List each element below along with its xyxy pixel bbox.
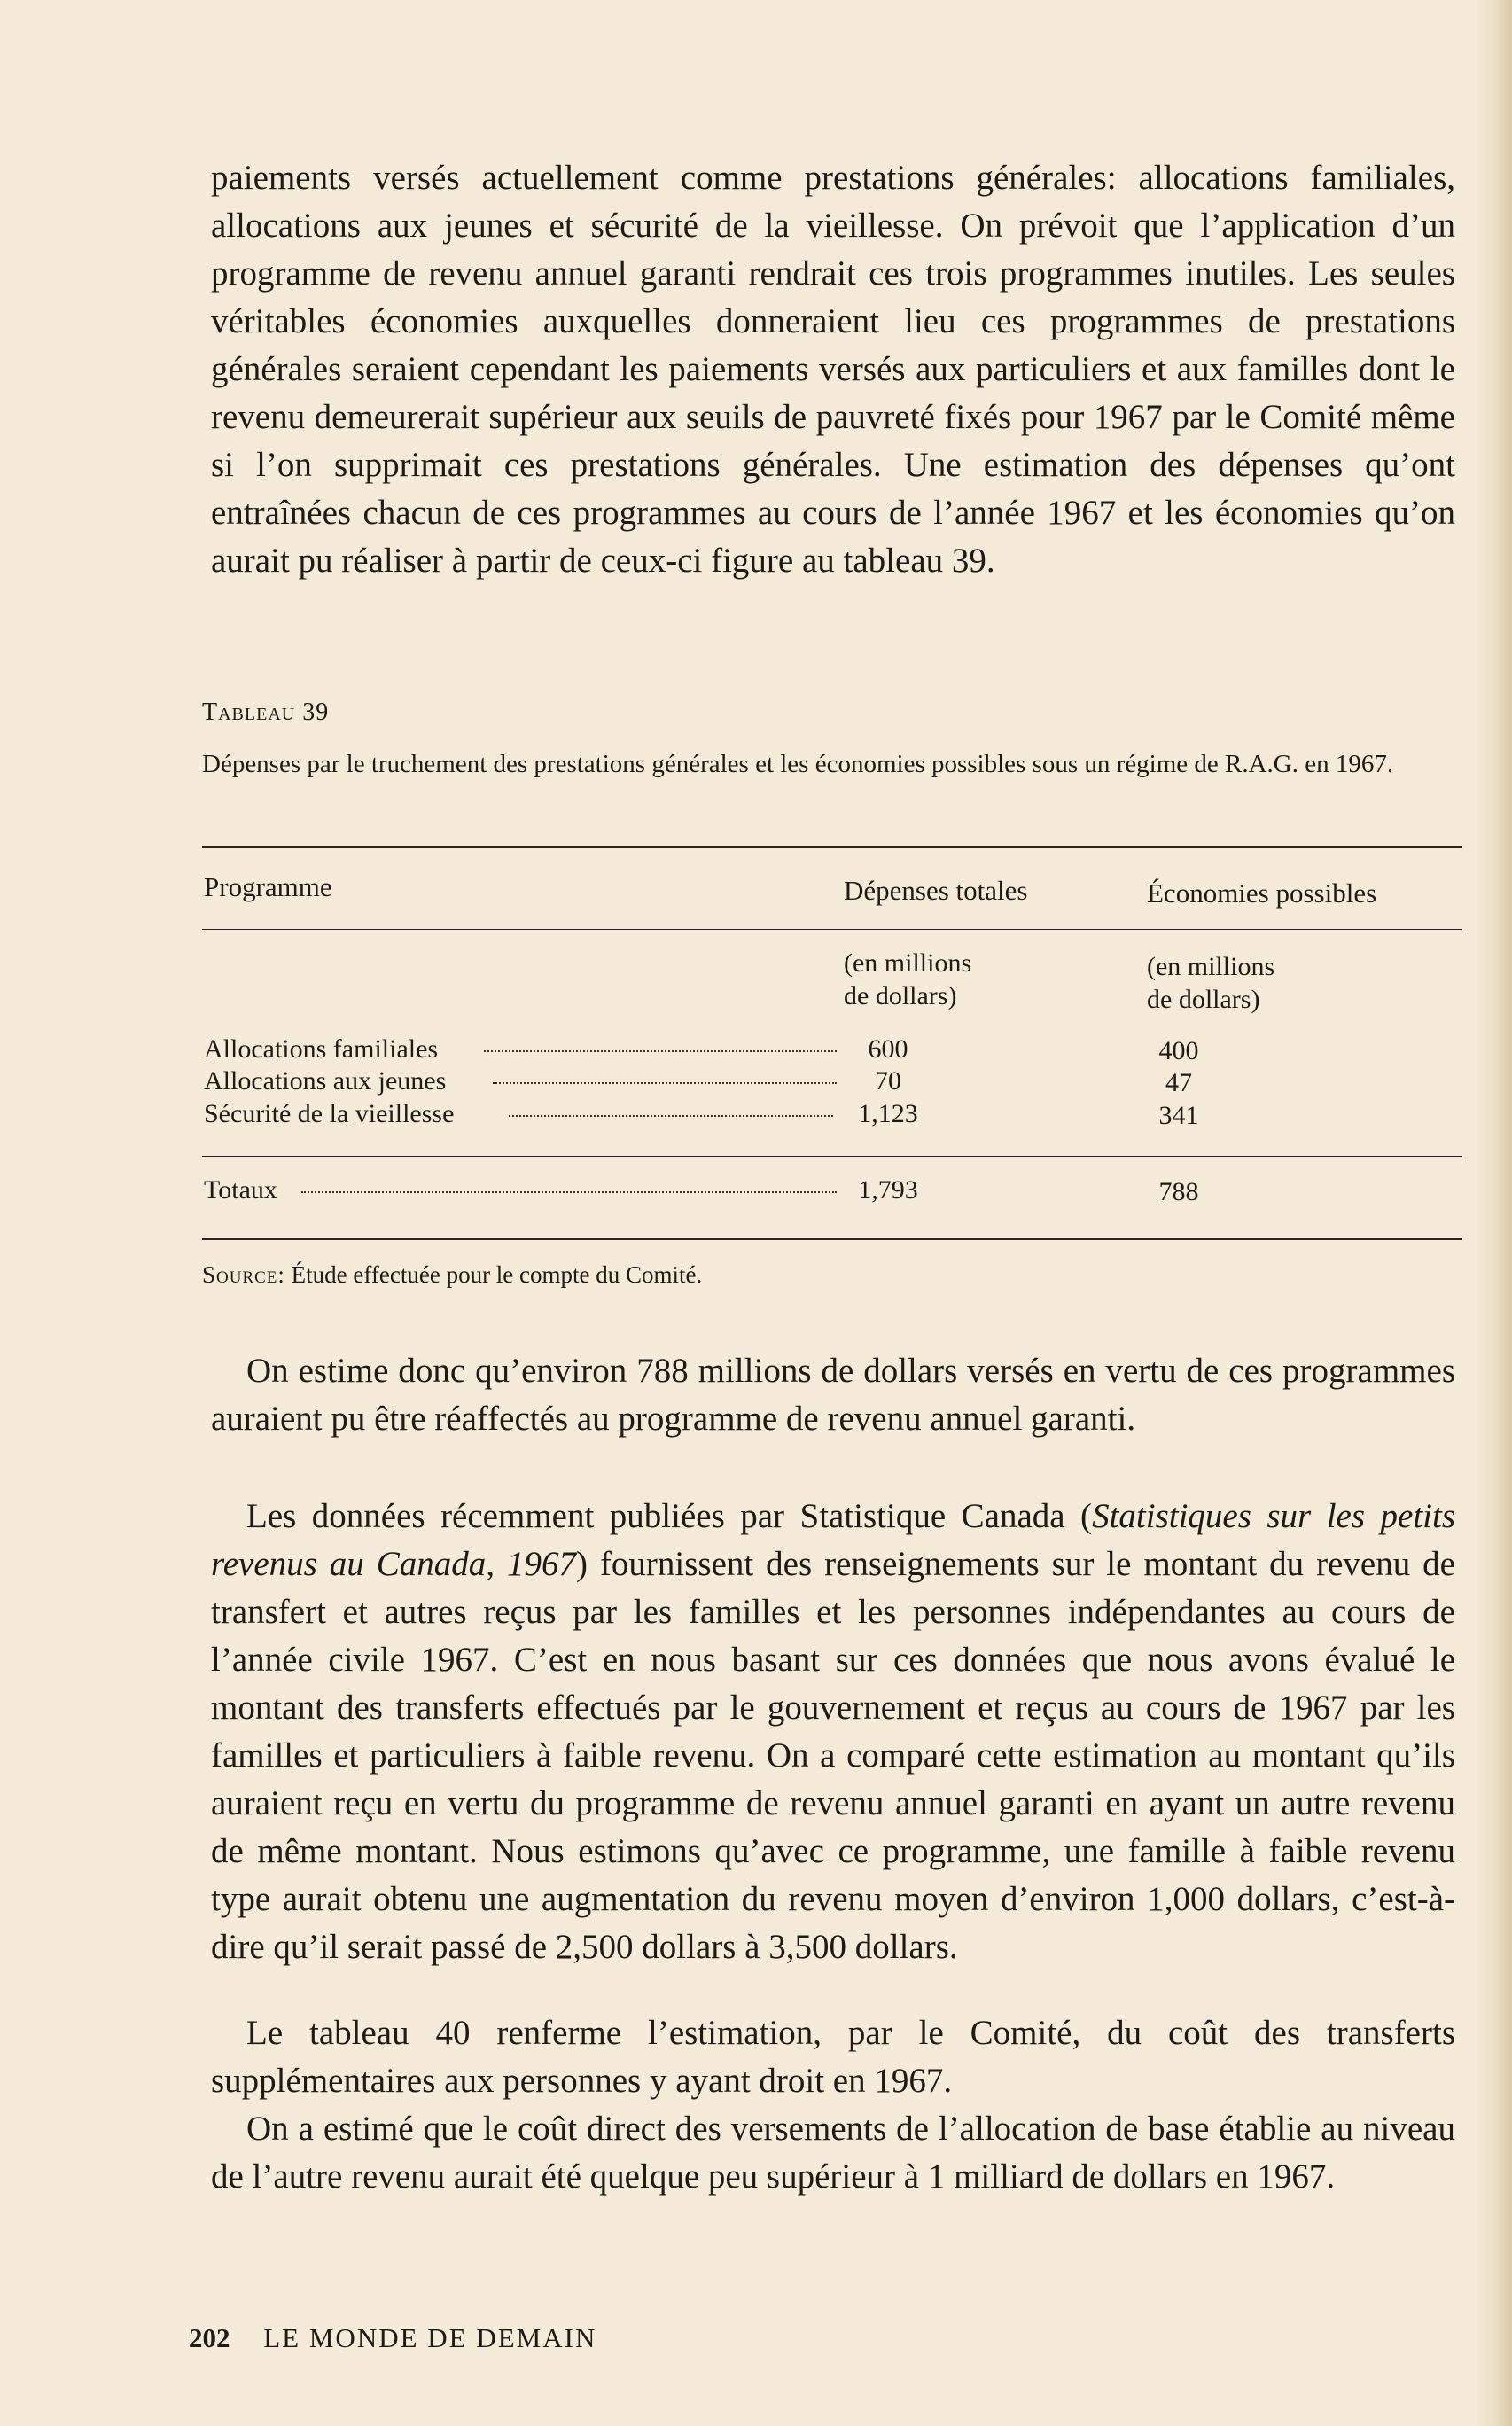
publication-title: Statistiques sur les petits revenus au Canada, 1967 bbox=[211, 1497, 1456, 1583]
source-label: Source: bbox=[202, 1261, 285, 1288]
source-text: Étude effectuée pour le compte du Comité. bbox=[284, 1261, 703, 1288]
page-number: 202 bbox=[189, 2322, 230, 2353]
row-label: Allocations aux jeunes bbox=[204, 1066, 447, 1096]
dot-leader bbox=[509, 1115, 833, 1117]
paragraph-intro: paiements versés actuellement comme prestations générales: allocations familiales, allocations aux jeunes et sécurité de la vieillesse. On prévoit que l’application d’un programme de revenu annuel garanti rendrait ces trois programmes inutiles. Les seules véritables économies auxquelles donneraient lieu ces programmes de prestations générales seraient cependant les paiements versés aux particuliers et aux familles dont le revenu demeurerait supérieur aux seuils de pauvreté fixés pour 1967 par le Comité même si l’on supprimait ces prestations générales. Une estimation des dépenses qu’ont entraînées chacun de ces programmes au cours de l’année 1967 et les économies qu’on aurait pu réaliser à partir de ceux-ci figure au tableau 39. bbox=[211, 159, 1455, 580]
page-footer bbox=[189, 2322, 596, 2354]
column-header-depenses: Dépenses totales bbox=[844, 875, 1028, 906]
table-top-rule bbox=[202, 846, 1462, 848]
totals-label: Totaux bbox=[204, 1175, 277, 1205]
dot-leader bbox=[493, 1082, 837, 1084]
row-depenses: 70 bbox=[875, 1066, 901, 1096]
paragraph-table-40: Le tableau 40 renferme l’estimation, par le Comité, du coût des transferts supplémentaires aux personnes y ayant droit en 1967. bbox=[211, 2014, 1455, 2100]
column-header-program: Programme bbox=[204, 871, 332, 902]
paragraph-statistics-end: ) fournissent des renseignements sur le montant du revenu de transfert et autres reçus par les familles et les personnes indépendantes au cours de l’année civile 1967. C’est en nous basant sur ces données que nous avons évalué le montant des transferts effectués par le gouvernement et reçus au cours de 1967 par les familles et particuliers à faible revenu. On a comparé cette estimation au montant qu’ils auraient reçu en vertu du programme de revenu annuel garanti en ayant un autre revenu de même montant. Nous estimons qu’avec ce programme, une famille à faible revenu type aurait obtenu une augmentation du revenu moyen d’environ 1,000 dollars, c’est-à-dire qu’il serait passé de 2,500 dollars à 3,500 dollars. bbox=[211, 1545, 1455, 1966]
table-totals-row bbox=[202, 1175, 1462, 1209]
row-label: Sécurité de la vieillesse bbox=[204, 1099, 455, 1128]
unit-economies bbox=[1147, 950, 1274, 1016]
column-header-economies: Économies possibles bbox=[1147, 878, 1377, 909]
row-economies: 341 bbox=[1158, 1101, 1199, 1130]
paragraph-statistics bbox=[211, 1493, 1455, 1971]
table-source bbox=[202, 1261, 702, 1289]
unit-economies-line-1: (en millions bbox=[1147, 952, 1275, 981]
dot-leader bbox=[301, 1191, 837, 1193]
table-row bbox=[202, 1099, 1462, 1133]
paragraph-statistics-start: Les données récemment publiées par Statistique Canada ( bbox=[246, 1497, 1093, 1535]
table-header-rule bbox=[202, 929, 1462, 930]
unit-economies-line-2: de dollars) bbox=[1147, 985, 1260, 1014]
unit-depenses-line-2: de dollars) bbox=[844, 981, 957, 1010]
running-title: LE MONDE DE DEMAIN bbox=[263, 2322, 597, 2353]
table-caption: Dépenses par le truchement des prestations générales et les économies possibles sous un régime de R.A.G. en 1967. bbox=[202, 750, 1394, 778]
table-row bbox=[202, 1034, 1462, 1068]
table-totals-rule bbox=[202, 1156, 1462, 1157]
paragraph-estimate: On estime donc qu’environ 788 millions de dollars versés en vertu de ces programmes auraient pu être réaffectés au programme de revenu annuel garanti. bbox=[211, 1352, 1455, 1438]
table-row bbox=[202, 1066, 1462, 1100]
dot-leader bbox=[484, 1050, 837, 1052]
row-economies: 47 bbox=[1165, 1068, 1192, 1097]
row-label: Allocations familiales bbox=[204, 1034, 439, 1064]
row-depenses: 600 bbox=[868, 1034, 908, 1064]
paragraph-direct-cost: On a estimé que le coût direct des versements de l’allocation de base établie au niveau de l’autre revenu aurait été quelque peu supérieur à 1 milliard de dollars en 1967. bbox=[211, 2110, 1455, 2196]
row-depenses: 1,123 bbox=[858, 1099, 918, 1128]
unit-depenses-line-1: (en millions bbox=[844, 948, 972, 978]
table-label: Tableau 39 bbox=[202, 698, 330, 726]
totals-depenses: 1,793 bbox=[858, 1175, 918, 1205]
table-bottom-rule bbox=[202, 1238, 1462, 1240]
totals-economies: 788 bbox=[1158, 1177, 1199, 1206]
unit-depenses bbox=[844, 947, 971, 1012]
row-economies: 400 bbox=[1158, 1036, 1199, 1065]
page-edge-shadow bbox=[1477, 0, 1512, 2426]
